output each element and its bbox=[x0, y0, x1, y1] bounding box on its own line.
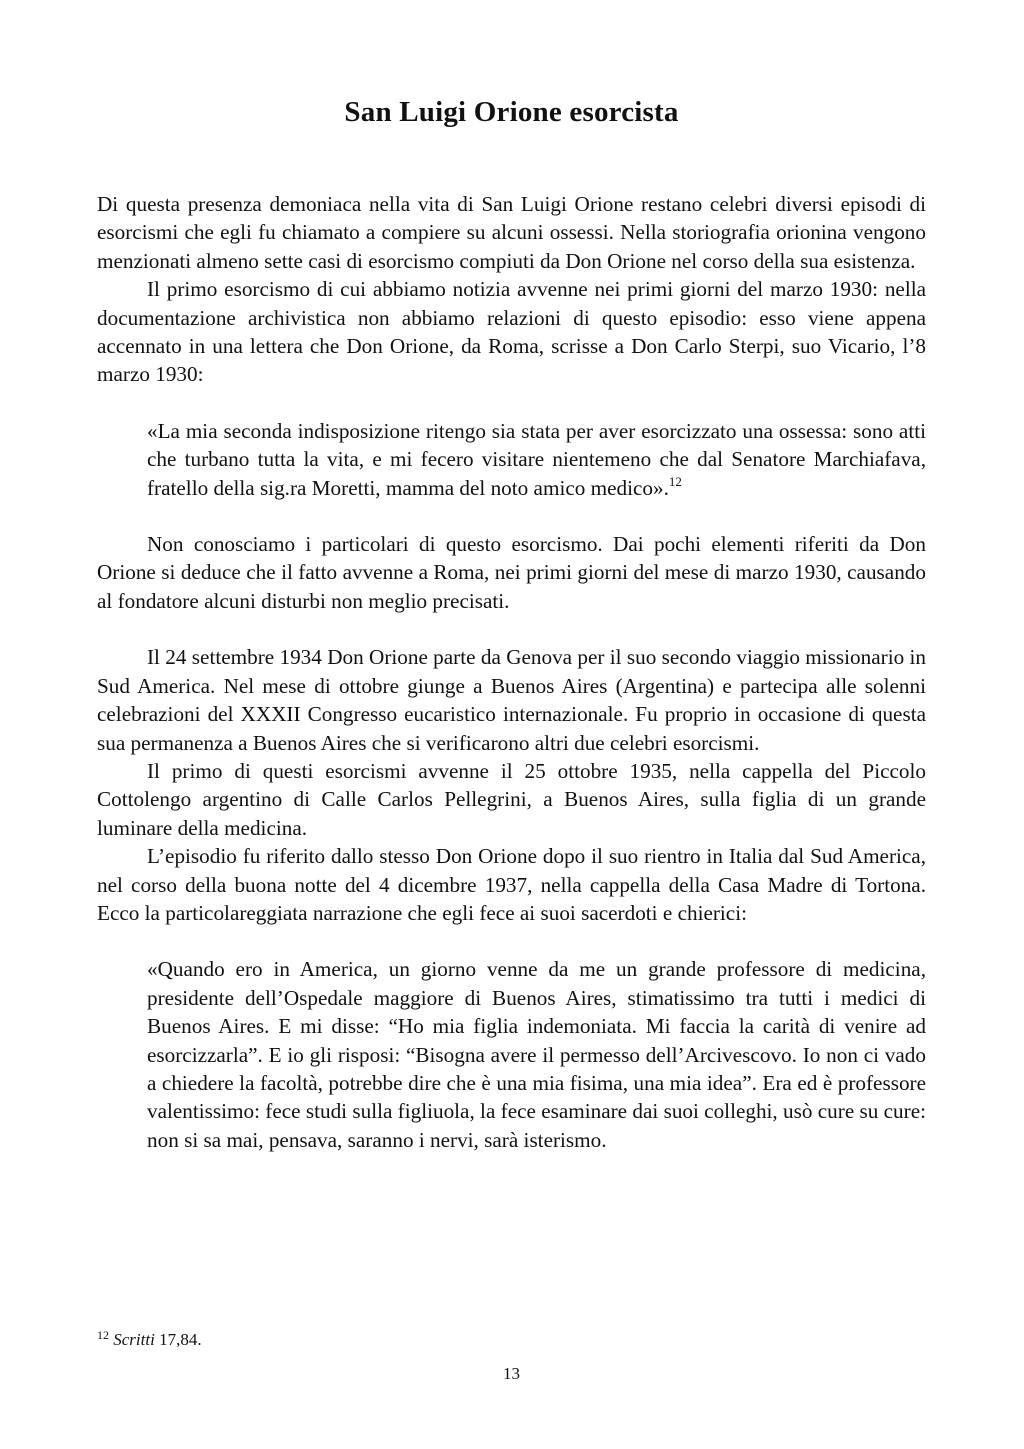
footnote-reference-text: 17,84. bbox=[154, 1330, 202, 1349]
footnote-reference[interactable]: 12 bbox=[668, 473, 682, 489]
quote-letter-body: «La mia seconda indisposizione ritengo sia stata per aver esorcizzato una ossessa: sono atti che turbano tutta la vita, e mi fecero visitare nientemeno che dal Senatore Marchiafava, fratello della sig.ra Moretti, mamma del noto amico medico». bbox=[147, 418, 926, 500]
footnote-work-title: Scritti bbox=[113, 1330, 155, 1349]
paragraph-first-exorcism: Il primo esorcismo di cui abbiamo notizia avvenne nei primi giorni del marzo 1930: nella documentazione archivistica non abbiamo relazioni di questo episodio: esso viene appena accennato in una lettera che Don Orione, da Roma, scrisse a Don Carlo Sterpi, suo Vicario, l’8 marzo 1930: bbox=[97, 277, 926, 387]
footnote bbox=[97, 1329, 926, 1351]
page-number: 13 bbox=[503, 1364, 520, 1383]
quote-narration bbox=[147, 955, 926, 1154]
quote-letter-text bbox=[147, 417, 926, 502]
paragraph-voyage: Il 24 settembre 1934 Don Orione parte da Genova per il suo secondo viaggio missionario in Sud America. Nel mese di ottobre giunge a Buenos Aires (Argentina) e partecipa alle solenni celebrazioni del XXXII Congresso eucaristico internazionale. Fu proprio in occasione di questa sua permanenza a Buenos Aires che si verificarono altri due celebri esorcismi. bbox=[97, 645, 926, 755]
paragraph-narration: L’episodio fu riferito dallo stesso Don Orione dopo il suo rientro in Italia dal Sud America, nel corso della buona notte del 4 dicembre 1937, nella cappella della Casa Madre di Tortona. Ecco la particolareggiata narrazione che egli fece ai suoi sacerdoti e chierici: bbox=[97, 844, 926, 925]
paragraph-buenos-aires: Il primo di questi esorcismi avvenne il 25 ottobre 1935, nella cappella del Piccolo Cottolengo argentino di Calle Carlos Pellegrini, a Buenos Aires, sulla figlia di un grande luminare della medicina. bbox=[97, 758, 926, 840]
paragraph-particulars: Non conosciamo i particolari di questo esorcismo. Dai pochi elementi riferiti da Don Orione si deduce che il fatto avvenne a Roma, nei primi giorni del mese di marzo 1930, causando al fondatore alcuni disturbi non meglio precisati. bbox=[97, 532, 926, 613]
quote-narration-text: «Quando ero in America, un giorno venne da me un grande professore di medicina, presidente dell’Ospedale maggiore di Buenos Aires, stimatissimo tra tutti i medici di Buenos Aires. E mi disse: “Ho mia figlia indemoniata. Mi faccia la carità di venire ad esorcizzarla”. E io gli risposi: “Bisogna avere il permesso dell’Arcivescovo. Io non ci vado a chiedere la facoltà, potrebbe dire che è una mia fisima, una mia idea”. Era ed è professore valentissimo: fece studi sulla figliuola, la fece esaminare dai suoi colleghi, usò cure su cure: non si sa mai, pensava, saranno i nervi, sarà isterismo. bbox=[147, 957, 926, 1152]
body-text bbox=[97, 190, 926, 1182]
chapter-title: San Luigi Orione esorcista bbox=[344, 96, 679, 128]
document-page bbox=[97, 0, 926, 1449]
paragraph-intro: Di questa presenza demoniaca nella vita di San Luigi Orione restano celebri diversi episodi di esorcismi che egli fu chiamato a compiere su alcuni ossessi. Nella storiografia orionina vengono menzionati almeno sette casi di esorcismo compiuti da Don Orione nel corso della sua esistenza. bbox=[97, 192, 926, 273]
quote-letter bbox=[147, 417, 926, 502]
footnote-number: 12 bbox=[97, 1328, 109, 1342]
